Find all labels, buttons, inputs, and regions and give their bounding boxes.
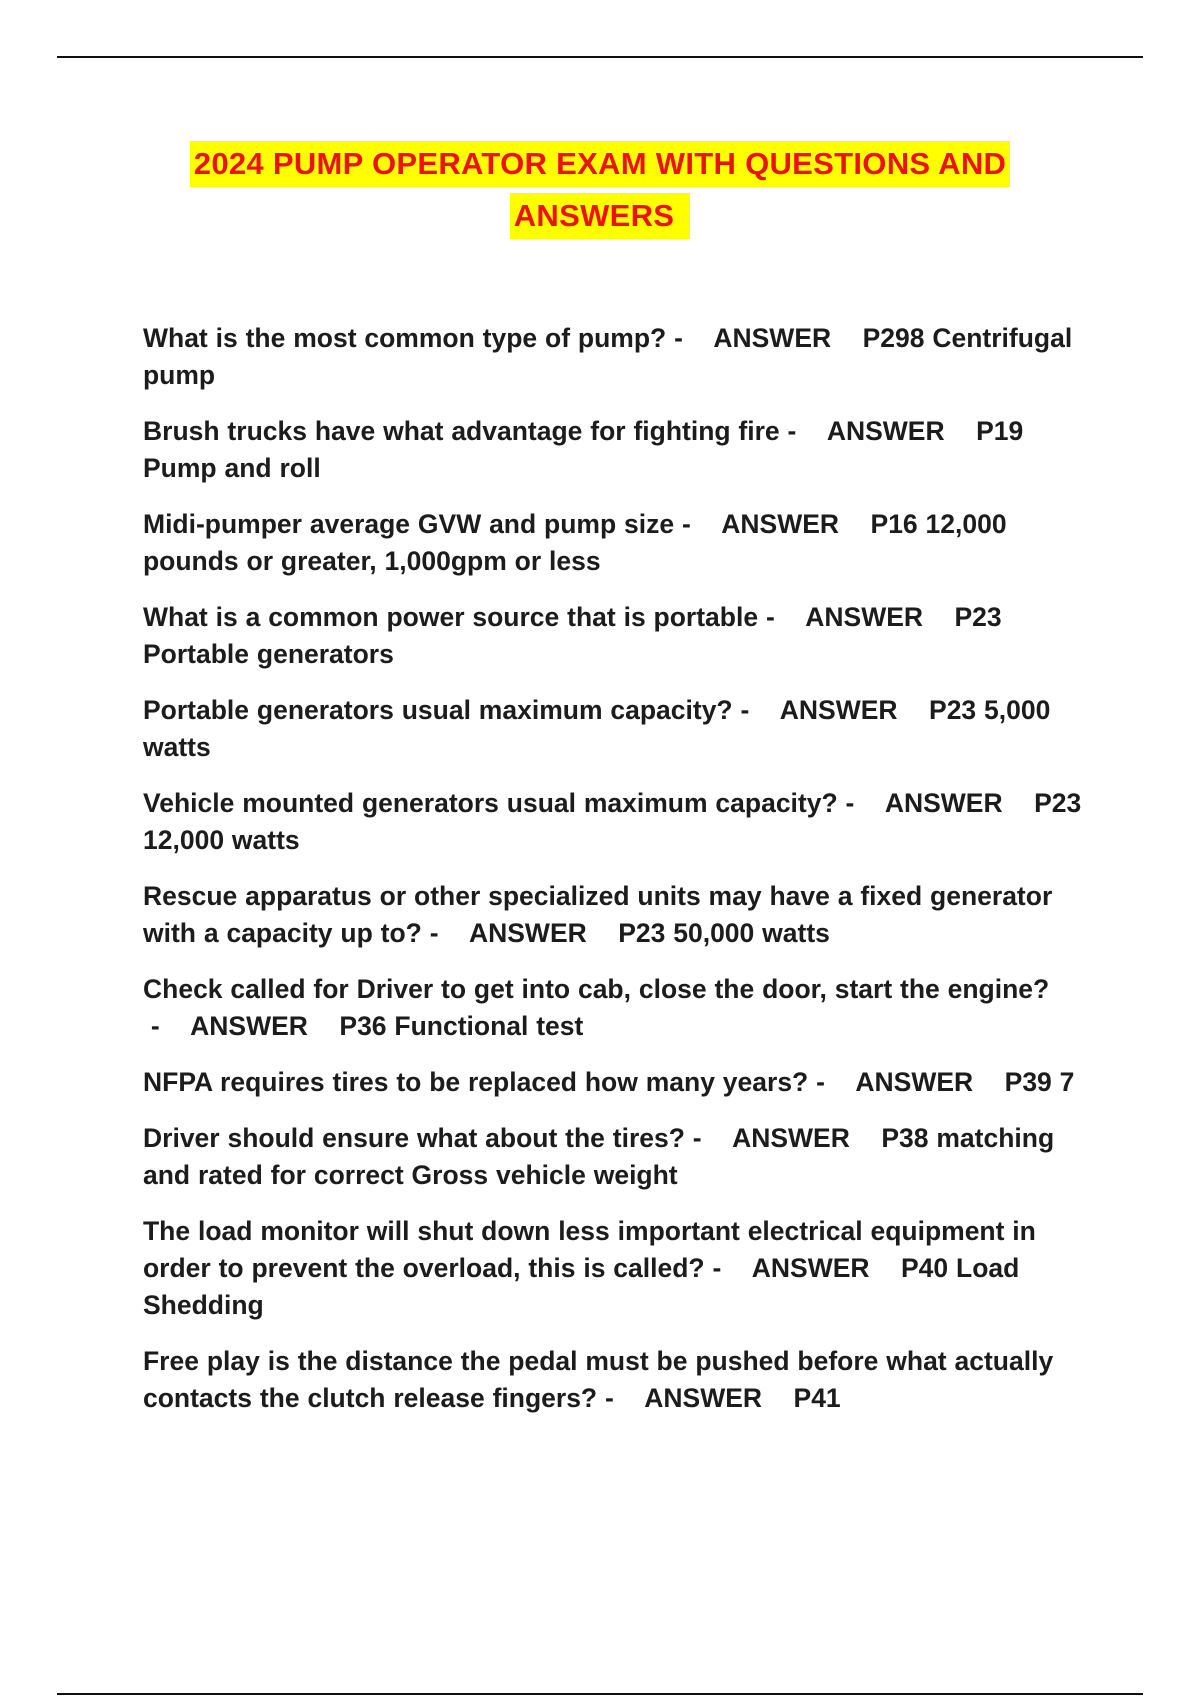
question-text: Portable generators usual maximum capacity? [143,695,733,725]
answer-marker: ANSWER [713,323,832,353]
qa-item: What is a common power source that is portable - ANSWER P23 Portable generators [143,602,1002,669]
answer-text: P19 Pump and roll [143,416,1024,483]
document-title [0,141,1200,239]
footer-rule [57,1693,1143,1695]
title-line-2: ANSWERS [510,193,691,239]
answer-marker: ANSWER [884,788,1003,818]
qa-item: Portable generators usual maximum capacity? - ANSWER P23 5,000 watts [143,695,1051,762]
qa-item: Driver should ensure what about the tires? - ANSWER P38 matching and rated for correct Gross vehicle weight [143,1123,1055,1190]
question-text: Vehicle mounted generators usual maximum capacity? [143,788,838,818]
question-text: NFPA requires tires to be replaced how many years? [143,1067,809,1097]
answer-marker: ANSWER [826,416,945,446]
qa-item: NFPA requires tires to be replaced how many years? - ANSWER P39 7 [143,1067,1075,1097]
qa-item: What is the most common type of pump? - ANSWER P298 Centrifugal pump [143,323,1073,390]
answer-text: P36 Functional test [339,1011,584,1041]
qa-item: The load monitor will shut down less important electrical equipment in order to prevent the overload, this is called? - ANSWER P40 Load Shedding [143,1216,1036,1320]
qa-item: Brush trucks have what advantage for fighting fire - ANSWER P19 Pump and roll [143,416,1024,483]
answer-marker: ANSWER [644,1383,763,1413]
answer-marker: ANSWER [732,1123,850,1153]
question-text: Midi-pumper average GVW and pump size [143,509,675,539]
qa-list [143,320,1088,1436]
answer-text: P40 Load Shedding [143,1253,1020,1320]
answer-text: P23 5,000 watts [143,695,1051,762]
answer-marker: ANSWER [468,918,587,948]
qa-item: Midi-pumper average GVW and pump size - ANSWER P16 12,000 pounds or greater, 1,000gpm or less [143,509,1007,576]
question-text: Free play is the distance the pedal must be pushed before what actually contacts the clutch release fingers? [143,1346,1054,1413]
answer-text: P23 50,000 watts [618,918,830,948]
qa-item: Vehicle mounted generators usual maximum capacity? - ANSWER P23 12,000 watts [143,788,1082,855]
question-text: Rescue apparatus or other specialized units may have a fixed generator with a capacity up to? [143,881,1053,948]
question-text: The load monitor will shut down less important electrical equipment in order to prevent the overload, this is called? [143,1216,1036,1283]
answer-text: P298 Centrifugal pump [143,323,1073,390]
header-rule [57,56,1143,58]
answer-text: P39 7 [1004,1067,1075,1097]
qa-item: Check called for Driver to get into cab, close the door, start the engine? - ANSWER P36 Functional test [143,974,1050,1041]
answer-marker: ANSWER [751,1253,870,1283]
answer-marker: ANSWER [855,1067,974,1097]
qa-item: Rescue apparatus or other specialized units may have a fixed generator with a capacity up to? - ANSWER P23 50,000 watts [143,881,1053,948]
answer-marker: ANSWER [805,602,924,632]
answer-text: P23 Portable generators [143,602,1002,669]
qa-item: Free play is the distance the pedal must be pushed before what actually contacts the clutch release fingers? - ANSWER P41 [143,1346,1054,1413]
answer-marker: ANSWER [779,695,898,725]
question-text: What is a common power source that is portable [143,602,759,632]
answer-marker: ANSWER [721,509,840,539]
answer-text: P23 12,000 watts [143,788,1082,855]
answer-text: P16 12,000 pounds or greater, 1,000gpm or less [143,509,1007,576]
question-text: Brush trucks have what advantage for fighting fire [143,416,780,446]
answer-text: P38 matching and rated for correct Gross vehicle weight [143,1123,1055,1190]
question-text: Driver should ensure what about the tires? [143,1123,685,1153]
title-line-1: 2024 PUMP OPERATOR EXAM WITH QUESTIONS AND [190,141,1010,187]
answer-text: P41 [793,1383,841,1413]
answer-marker: ANSWER [190,1011,308,1041]
question-text: What is the most common type of pump? [143,323,667,353]
question-text: Check called for Driver to get into cab, close the door, start the engine? [143,974,1050,1004]
